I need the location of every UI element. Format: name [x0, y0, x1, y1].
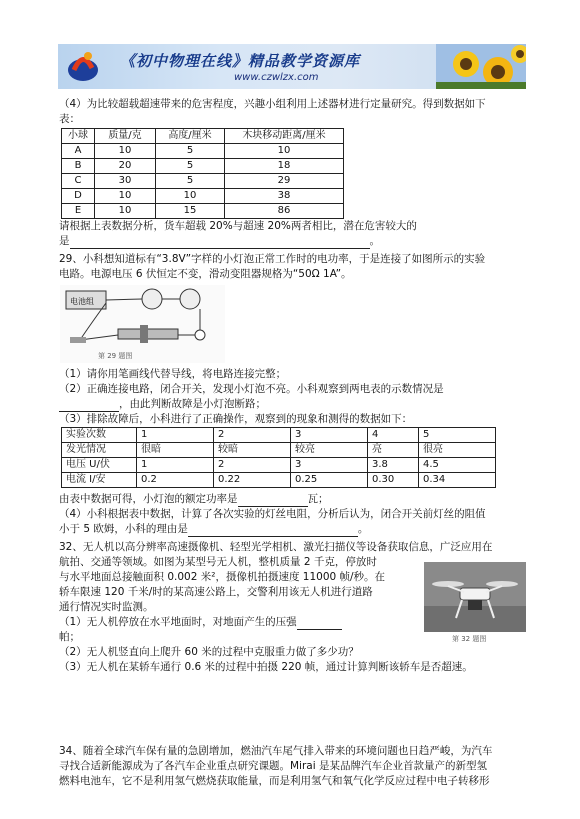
q4-intro: （4）为比较超载超速带来的危害程度，兴趣小组利用上述器材进行定量研究。得到数据如下	[59, 98, 486, 110]
q29-part3: （3）排除故障后，小科进行了正确操作，观察到的现象和测得的数据如下：	[59, 413, 413, 425]
q29-part4-prefix: 小于 5 欧姆，小科的理由是	[59, 523, 188, 535]
answer-blank[interactable]	[188, 536, 358, 537]
table-row	[62, 189, 344, 204]
table-row	[62, 428, 496, 443]
q34-text-line1: 34、随着全球汽车保有量的急剧增加，燃油汽车尾气排入带来的环境问题也日趋严峻，为汽车	[59, 745, 493, 757]
banner-title: 《初中物理在线》精品教学资源库	[120, 52, 361, 70]
table-cell: 3.8	[368, 458, 419, 473]
q34-text-line3: 燃料电池车，它不是利用氢气燃烧获取能量，而是利用氢气和氧气化学反应过程中电子转移形	[59, 775, 490, 787]
table-header-cell: 木块移动距离/厘米	[225, 129, 344, 144]
q29-part4: （4）小科根据表中数据，计算了各次实验的灯丝电阻，分析后认为，闭合开关前灯丝的阻值	[59, 508, 486, 520]
table-cell: 10	[225, 144, 344, 159]
table-cell: C	[62, 174, 95, 189]
table-cell: 亮	[368, 443, 419, 458]
q32-text-line3: 与水平地面总接触面积 0.002 米²，摄像机拍摄速度 11000 帧/秒。在	[59, 571, 386, 583]
table-cell: 2	[214, 458, 291, 473]
table-row	[62, 144, 344, 159]
q4-conclusion: 请根据上表数据分析，货车超载 20%与超速 20%两者相比，潜在危害较大的	[59, 220, 417, 232]
table-cell: 5	[156, 159, 225, 174]
table-cell: 10	[95, 204, 156, 219]
table-header-row	[62, 129, 344, 144]
table-cell: 发光情况	[62, 443, 137, 458]
table-cell: 86	[225, 204, 344, 219]
table-cell: 1	[137, 458, 214, 473]
figure-caption: 第 32 题图	[452, 635, 487, 643]
table-cell: 1	[137, 428, 214, 443]
table-cell: 0.30	[368, 473, 419, 488]
table-cell: 4	[368, 428, 419, 443]
table-cell: 5	[156, 174, 225, 189]
table-cell: 30	[95, 174, 156, 189]
q29-part4-line2	[59, 522, 368, 537]
q4-conclusion-prefix: 是	[59, 235, 70, 247]
table-cell: A	[62, 144, 95, 159]
q32-part2: （2）无人机竖直向上爬升 60 米的过程中克服重力做了多少功？	[59, 646, 359, 658]
table-row	[62, 473, 496, 488]
table-row	[62, 159, 344, 174]
q29-text-line2: 电路。电源电压 6 伏恒定不变，滑动变阻器规格为“50Ω 1A”。	[59, 268, 352, 280]
physics-logo-icon	[66, 48, 100, 84]
table-cell: 10	[95, 189, 156, 204]
q29-text-line1: 29、小科想知道标有“3.8V”字样的小灯泡正常工作时的电功率，于是连接了如图所示的实验	[59, 253, 486, 265]
table-cell: 2	[214, 428, 291, 443]
table-cell: D	[62, 189, 95, 204]
answer-blank[interactable]	[297, 629, 342, 630]
q29-result-prefix: 由表中数据可得，小灯泡的额定功率是	[59, 493, 238, 505]
table-cell: 0.2	[137, 473, 214, 488]
table-cell: E	[62, 204, 95, 219]
q4-data-table	[61, 128, 344, 219]
table-cell: 5	[156, 144, 225, 159]
table-cell: 4.5	[419, 458, 496, 473]
q29-part1: （1）请你用笔画线代替导线，将电路连接完整；	[59, 368, 287, 380]
table-cell: 很亮	[419, 443, 496, 458]
table-cell: 0.34	[419, 473, 496, 488]
table-cell: 29	[225, 174, 344, 189]
q29-part2-suffix: ，由此判断故障是小灯泡断路；	[119, 398, 266, 410]
q34-text-line2: 寻找合适新能源成为了各汽车企业重点研究课题。Mirai 是某品牌汽车企业首款量产的新型氢	[59, 760, 487, 772]
table-cell: 0.22	[214, 473, 291, 488]
sunflower-image	[436, 44, 526, 89]
table-cell: 5	[419, 428, 496, 443]
q29-result-suffix: 瓦；	[307, 493, 329, 505]
table-row	[62, 458, 496, 473]
circuit-diagram-icon	[60, 285, 225, 363]
table-cell: 10	[95, 144, 156, 159]
q32-text-line5: 通行情况实时监测。	[59, 601, 154, 613]
table-cell: 15	[156, 204, 225, 219]
circuit-figure	[60, 285, 225, 363]
table-header-cell: 高度/厘米	[156, 129, 225, 144]
q32-part1	[59, 615, 342, 630]
q29-part2: （2）正确连接电路，闭合开关，发现小灯泡不亮。小科观察到两电表的示数情况是	[59, 383, 444, 395]
table-cell: B	[62, 159, 95, 174]
q4-intro2: 表：	[59, 113, 80, 125]
table-header-cell: 质量/克	[95, 129, 156, 144]
q32-part1-unit: 帕；	[59, 631, 80, 643]
q29-data-table	[61, 427, 496, 488]
table-row	[62, 204, 344, 219]
drone-photo-icon	[424, 562, 526, 644]
table-cell: 18	[225, 159, 344, 174]
figure-caption: 第 29 题图	[98, 352, 133, 360]
table-header-cell: 小球	[62, 129, 95, 144]
q32-part3: （3）无人机在某轿车通行 0.6 米的过程中拍摄 220 帧，通过计算判断该轿车是否超速。	[59, 661, 473, 673]
q32-text-line4: 轿车限速 120 千米/时的某高速公路上，交警利用该无人机进行道路	[59, 586, 373, 598]
table-row	[62, 174, 344, 189]
q4-conclusion-line2	[59, 234, 380, 249]
q32-text-line1: 32、无人机以高分辨率高速摄像机、轻型光学相机、激光扫描仪等设备获取信息，广泛应用在	[59, 541, 493, 553]
table-cell: 很暗	[137, 443, 214, 458]
table-cell: 10	[156, 189, 225, 204]
drone-figure	[424, 562, 526, 644]
battery-label: 电池组	[70, 297, 94, 306]
q32-part1-text: （1）无人机停放在水平地面时，对地面产生的压强	[59, 616, 297, 628]
table-cell: 38	[225, 189, 344, 204]
banner-url: www.czwlzx.com	[234, 72, 319, 83]
q29-part3-result	[59, 492, 329, 507]
table-cell: 较亮	[291, 443, 368, 458]
table-cell: 3	[291, 428, 368, 443]
table-cell: 较暗	[214, 443, 291, 458]
table-cell: 0.25	[291, 473, 368, 488]
table-cell: 20	[95, 159, 156, 174]
table-row	[62, 443, 496, 458]
table-cell: 电压 U/伏	[62, 458, 137, 473]
q29-part4-suffix: 。	[357, 523, 369, 535]
q29-part2-line2	[59, 397, 266, 412]
table-cell: 3	[291, 458, 368, 473]
q4-conclusion-suffix: 。	[369, 235, 380, 247]
answer-blank[interactable]	[70, 248, 370, 249]
table-cell: 电流 I/安	[62, 473, 137, 488]
q32-text-line2: 航拍、交通等领域。如图为某型号无人机，整机质量 2 千克，停放时	[59, 556, 377, 568]
header-banner	[58, 44, 526, 89]
table-cell: 实验次数	[62, 428, 137, 443]
